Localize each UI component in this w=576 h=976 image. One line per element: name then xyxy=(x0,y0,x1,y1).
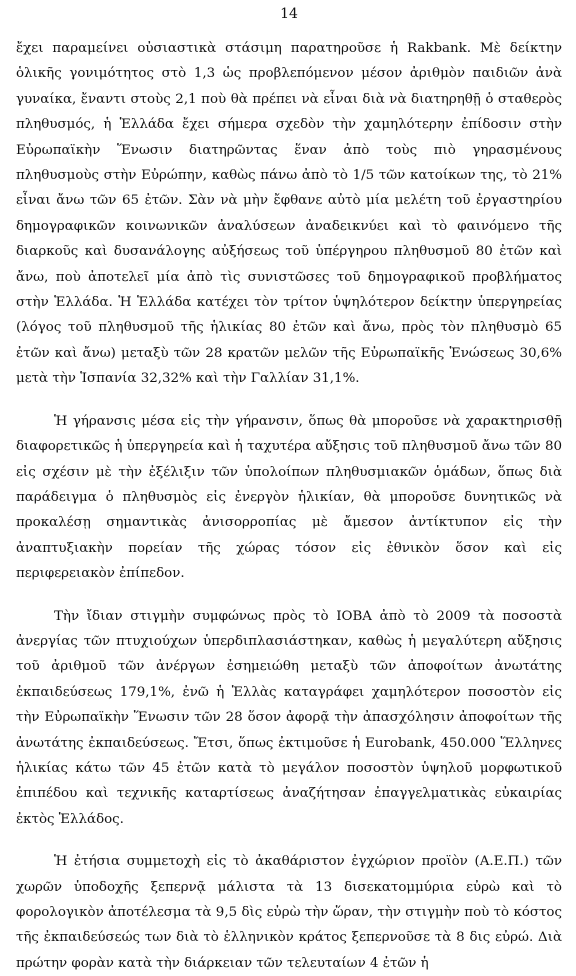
paragraph-3: Τὴν ἴδιαν στιγμὴν συμφώνως πρὸς τὸ ΙΟΒΑ ἀπὸ τὸ 2009 τὰ ποσοστὰ ἀνεργίας τῶν πτυχιούχων ὑπερδιπλασιάστηκαν, καθὼς ἡ μεγαλύτερη αὔξησις τοῦ ἀριθμοῦ τῶν ἀνέργων ἐσημειώθη μεταξὺ τῶν ἀποφοίτων ἀνωτάτης ἐκπαιδεύσεως 179,1%, ἐνῶ ἡ Ἑλλὰς καταγράφει χαμηλότερον ποσοστὸν εἰς τὴν Εὐρωπαϊκὴν Ἕνωσιν τῶν 28 ὅσον ἀφορᾷ τὴν ἀπασχόλησιν ἀποφοίτων τῆς ἀνωτάτης ἐκπαιδεύσεως. Ἔτσι, ὅπως ἐκτιμοῦσε ἡ Eurobank, 450.000 Ἕλληνες ἡλικίας κάτω τῶν 45 ἐτῶν κατὰ τὸ μεγάλον ποσοστὸν ὑψηλοῦ μορφωτικοῦ ἐπιπέδου καὶ τεχνικῆς καταρτίσεως ἀναζήτησαν ἐπαγγελματικὰς εὐκαιρίας ἐκτὸς Ἑλλάδος. xyxy=(16,608,562,827)
paragraph-2: Ἡ γήρανσις μέσα εἰς τὴν γήρανσιν, ὅπως θὰ μποροῦσε νὰ χαρακτηρισθῇ διαφορετικῶς ἡ ὑπεργηρεία καὶ ἡ ταχυτέρα αὔξησις τοῦ πληθυσμοῦ ἄνω τῶν 80 εἰς σχέσιν μὲ τὴν ἐξέλιξιν τῶν ὑπολοίπων πληθυσμιακῶν ὁμάδων, ὅπως διὰ παράδειγμα ὁ πληθυσμὸς εἰς ἐνεργὸν ἡλικίαν, θὰ μποροῦσε δυνητικῶς νὰ προκαλέσῃ σημαντικὰς ἀνισορροπίας μὲ ἄμεσον ἀντίκτυπον εἰς τὴν ἀναπτυξιακὴν πορείαν τῆς χώρας τόσον εἰς ἐθνικὸν ὅσον καὶ εἰς περιφερειακὸν ἐπίπεδον. xyxy=(16,413,562,582)
page-number: 14 xyxy=(280,6,298,22)
paragraph-4: Ἡ ἐτήσια συμμετοχὴ εἰς τὸ ἀκαθάριστον ἐγχώριον προϊὸν (Α.Ε.Π.) τῶν χωρῶν ὑποδοχῆς ξεπερνᾷ μάλιστα τὰ 13 δισεκατομμύρια εὐρὼ καὶ τὸ φορολογικὸν ἀποτέλεσμα τὰ 9,5 δὶς εὐρὼ τὴν ὥραν, τὴν στιγμὴν ποὺ τὸ κόστος τῆς ἐκπαιδεύσεώς των διὰ τὸ ἑλληνικὸν κράτος ξεπερνοῦσε τὰ 8 δις εὐρώ. Διὰ πρώτην φορὰν κατὰ τὴν διάρκειαν τῶν τελευταίων 4 ἐτῶν ἡ xyxy=(16,854,562,971)
paragraph-1: ἔχει παραμείνει οὐσιαστικὰ στάσιμη παρατηροῦσε ἡ Rakbank. Μὲ δείκτην ὁλικῆς γονιμότητος στὸ 1,3 ὡς προβλεπόμενον μέσον ἀριθμὸν παιδιῶν ἀνὰ γυναίκα, ἔναντι στοὺς 2,1 ποὺ θὰ πρέπει νὰ εἶναι διὰ νὰ διατηρηθῇ ὁ σταθερὸς πληθυσμός, ἡ Ἑλλάδα ἔχει σήμερα σχεδὸν τὴν χαμηλότερην ἐπίδοσιν στὴν Εὐρωπαϊκὴν Ἕνωσιν διατηρῶντας ἕναν ἀπὸ τοὺς πιὸ γηρασμένους πληθυσμοὺς στὴν Εὐρώπην, καθὼς πάνω ἀπὸ τὸ 1/5 τῶν κατοίκων της, τὸ 21% εἶναι ἄνω τῶν 65 ἐτῶν. Σὰν νὰ μὴν ἔφθανε αὐτὸ μία μελέτη τοῦ ἐργαστηρίου δημογραφικῶν κοινωνικῶν ἀναλύσεων ἀναδεικνύει καὶ τὸ φαινόμενο τῆς διαρκοῦς καὶ δυσανάλογης αὐξήσεως τοῦ ὑπέργηρου πληθυσμοῦ 80 ἐτῶν καὶ ἄνω, ποὺ ἀποτελεῖ μία ἀπὸ τὶς συνιστῶσες τοῦ δημογραφικοῦ προβλήματος στὴν Ἑλλάδα. Ἡ Ἑλλάδα κατέχει τὸν τρίτον ὑψηλότερον δείκτην ὑπεργηρείας (λόγος τοῦ πληθυσμοῦ τῆς ἡλικίας 80 ἐτῶν καὶ ἄνω, πρὸς τὸν πληθυσμὸ 65 ἐτῶν καὶ ἄνω) μεταξὺ τῶν 28 κρατῶν μελῶν τῆς Εὐρωπαϊκῆς Ἑνώσεως 30,6% μετὰ τὴν Ἱσπανία 32,32% καὶ τὴν Γαλλίαν 31,1%. xyxy=(16,41,562,387)
